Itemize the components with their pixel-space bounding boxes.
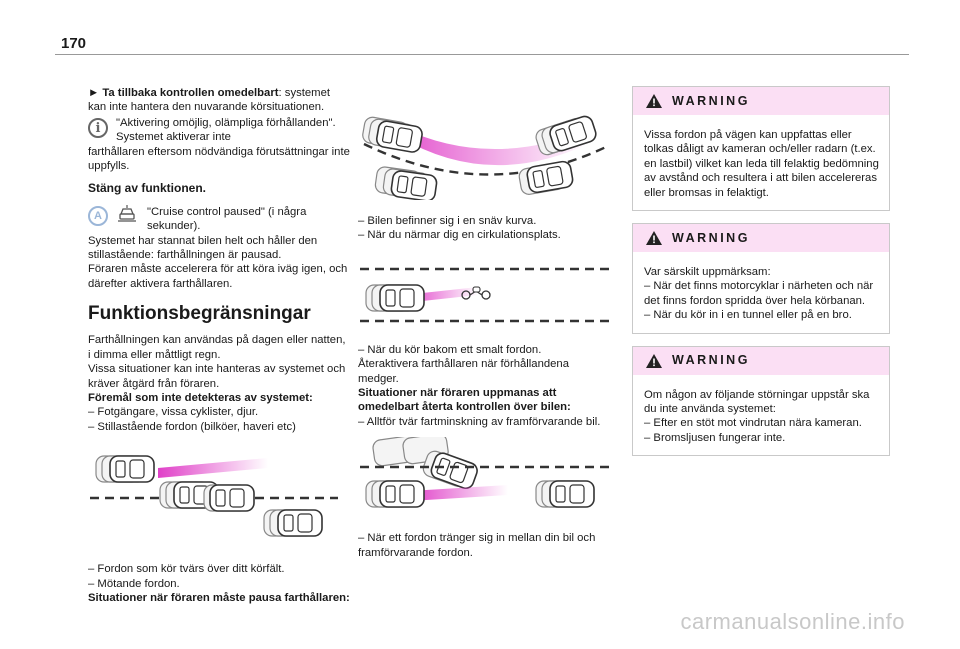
intro-bold: ► Ta tillbaka kontrollen omedelbart (88, 87, 279, 99)
cruise-control-icon (117, 205, 137, 223)
intro-paragraph (88, 86, 350, 115)
section-title: Funktionsbegränsningar (88, 303, 311, 325)
info-lead: "Aktivering omöjlig, olämpliga förhållanden". Systemet aktiverar inte (116, 116, 336, 144)
info-icon: i (88, 118, 108, 138)
deceleration-item: – Alltför tvär fartminskning av framförvarande bil. (358, 415, 601, 428)
warning-body (633, 375, 889, 456)
warning-title: WARNING (672, 353, 750, 368)
page-number: 170 (61, 35, 87, 52)
warning-title: WARNING (672, 230, 750, 245)
curve-item-2: – När du närmar dig en cirkulationsplats. (358, 229, 561, 242)
caption-oncoming: – Mötande fordon. (88, 577, 180, 590)
warning-icon (645, 230, 663, 246)
takeover-heading: Situationer när föraren uppmanas att omedelbart återta kontrollen över bilen: (358, 387, 571, 414)
undetected-heading: Föremål som inte detekteras av systemet: (88, 391, 313, 404)
warning-title: WARNING (672, 93, 750, 108)
column-3 (632, 86, 890, 468)
usage-paragraph: Farthållningen kan användas på dagen eller natten, i dimma eller måttligt regn. (88, 334, 346, 361)
warning-body (633, 115, 889, 210)
warning-header (633, 347, 889, 375)
undetected-item-2: – Stillastående fordon (bilköer, haveri etc) (88, 420, 296, 433)
column-1 (88, 86, 350, 605)
warning-box-2 (632, 223, 890, 334)
warning-icon (645, 93, 663, 109)
intro-rest: : systemet kan inte hantera den nuvarande körsituationen. (88, 87, 330, 114)
info-rest: farthållaren eftersom nödvändiga förutsättningar inte uppfylls. (88, 145, 350, 173)
cruise-status (88, 205, 350, 234)
warning-2-lead: Var särskilt uppmärksam: (644, 266, 771, 279)
cruise-a-icon: A (88, 206, 108, 226)
illustration-curve (358, 80, 612, 200)
header-rule (55, 54, 909, 55)
warning-3-item-2: – Bromsljusen fungerar inte. (644, 431, 786, 444)
stationary-paragraph: Systemet har stannat bilen helt och håller den stillastående: farthållningen är pausad. (88, 234, 318, 262)
pause-heading: Situationer när föraren måste pausa farthållaren: (88, 591, 350, 604)
warning-2-item-2: – När du kör in i en tunnel eller på en bro. (644, 309, 852, 322)
watermark: carmanualsonline.info (680, 609, 905, 634)
curve-item-1: – Bilen befinner sig i en snäv kurva. (358, 215, 537, 227)
warning-header (633, 224, 889, 252)
caption-crossing: – Fordon som kör tvärs över ditt körfält. (88, 563, 285, 576)
cut-in-item: – När ett fordon tränger sig in mellan din bil och framförvarande fordon. (358, 532, 596, 559)
warning-box-1 (632, 86, 890, 211)
undetected-item-1: – Fotgängare, vissa cyklister, djur. (88, 406, 259, 419)
warning-3-item-1: – Efter en stöt mot vindrutan nära kameran. (644, 417, 862, 430)
column-2 (358, 80, 612, 560)
illustration-crossing-oncoming (88, 446, 350, 546)
illustration-cut-in (358, 437, 612, 521)
warning-1-text: Vissa fordon på vägen kan uppfattas eller tolkas dåligt av kameran och/eller radarn (t.ex. en lastbil) vilket kan leda till felaktig bedömning av avstånd och resultera i att bilen accelereras eller bromsas in felaktigt. (644, 129, 879, 199)
warning-box-3 (632, 346, 890, 457)
warning-3-lead: Om någon av följande störningar uppstår ska du inte använda systemet: (644, 388, 870, 416)
cruise-text: "Cruise control paused" (i några sekunder). (147, 205, 307, 233)
warning-icon (645, 353, 663, 369)
situations-paragraph: Vissa situationer kan inte hanteras av systemet och kräver åtgärd från föraren. (88, 363, 346, 390)
accelerate-paragraph: Föraren måste accelerera för att köra iväg igen, och därefter aktivera farthållaren. (88, 263, 348, 290)
reactivate-text: Återaktivera farthållaren när förhållandena medger. (358, 358, 570, 385)
narrow-vehicle-item: – När du kör bakom ett smalt fordon. (358, 343, 542, 356)
warning-2-item-1: – När det finns motorcyklar i närheten och när det finns fordon spridda över hela körbanan. (644, 280, 874, 307)
info-note (88, 116, 350, 145)
stop-heading: Stäng av funktionen. (88, 181, 207, 196)
warning-header (633, 87, 889, 115)
warning-body (633, 252, 889, 333)
illustration-narrow-vehicle (358, 261, 612, 331)
